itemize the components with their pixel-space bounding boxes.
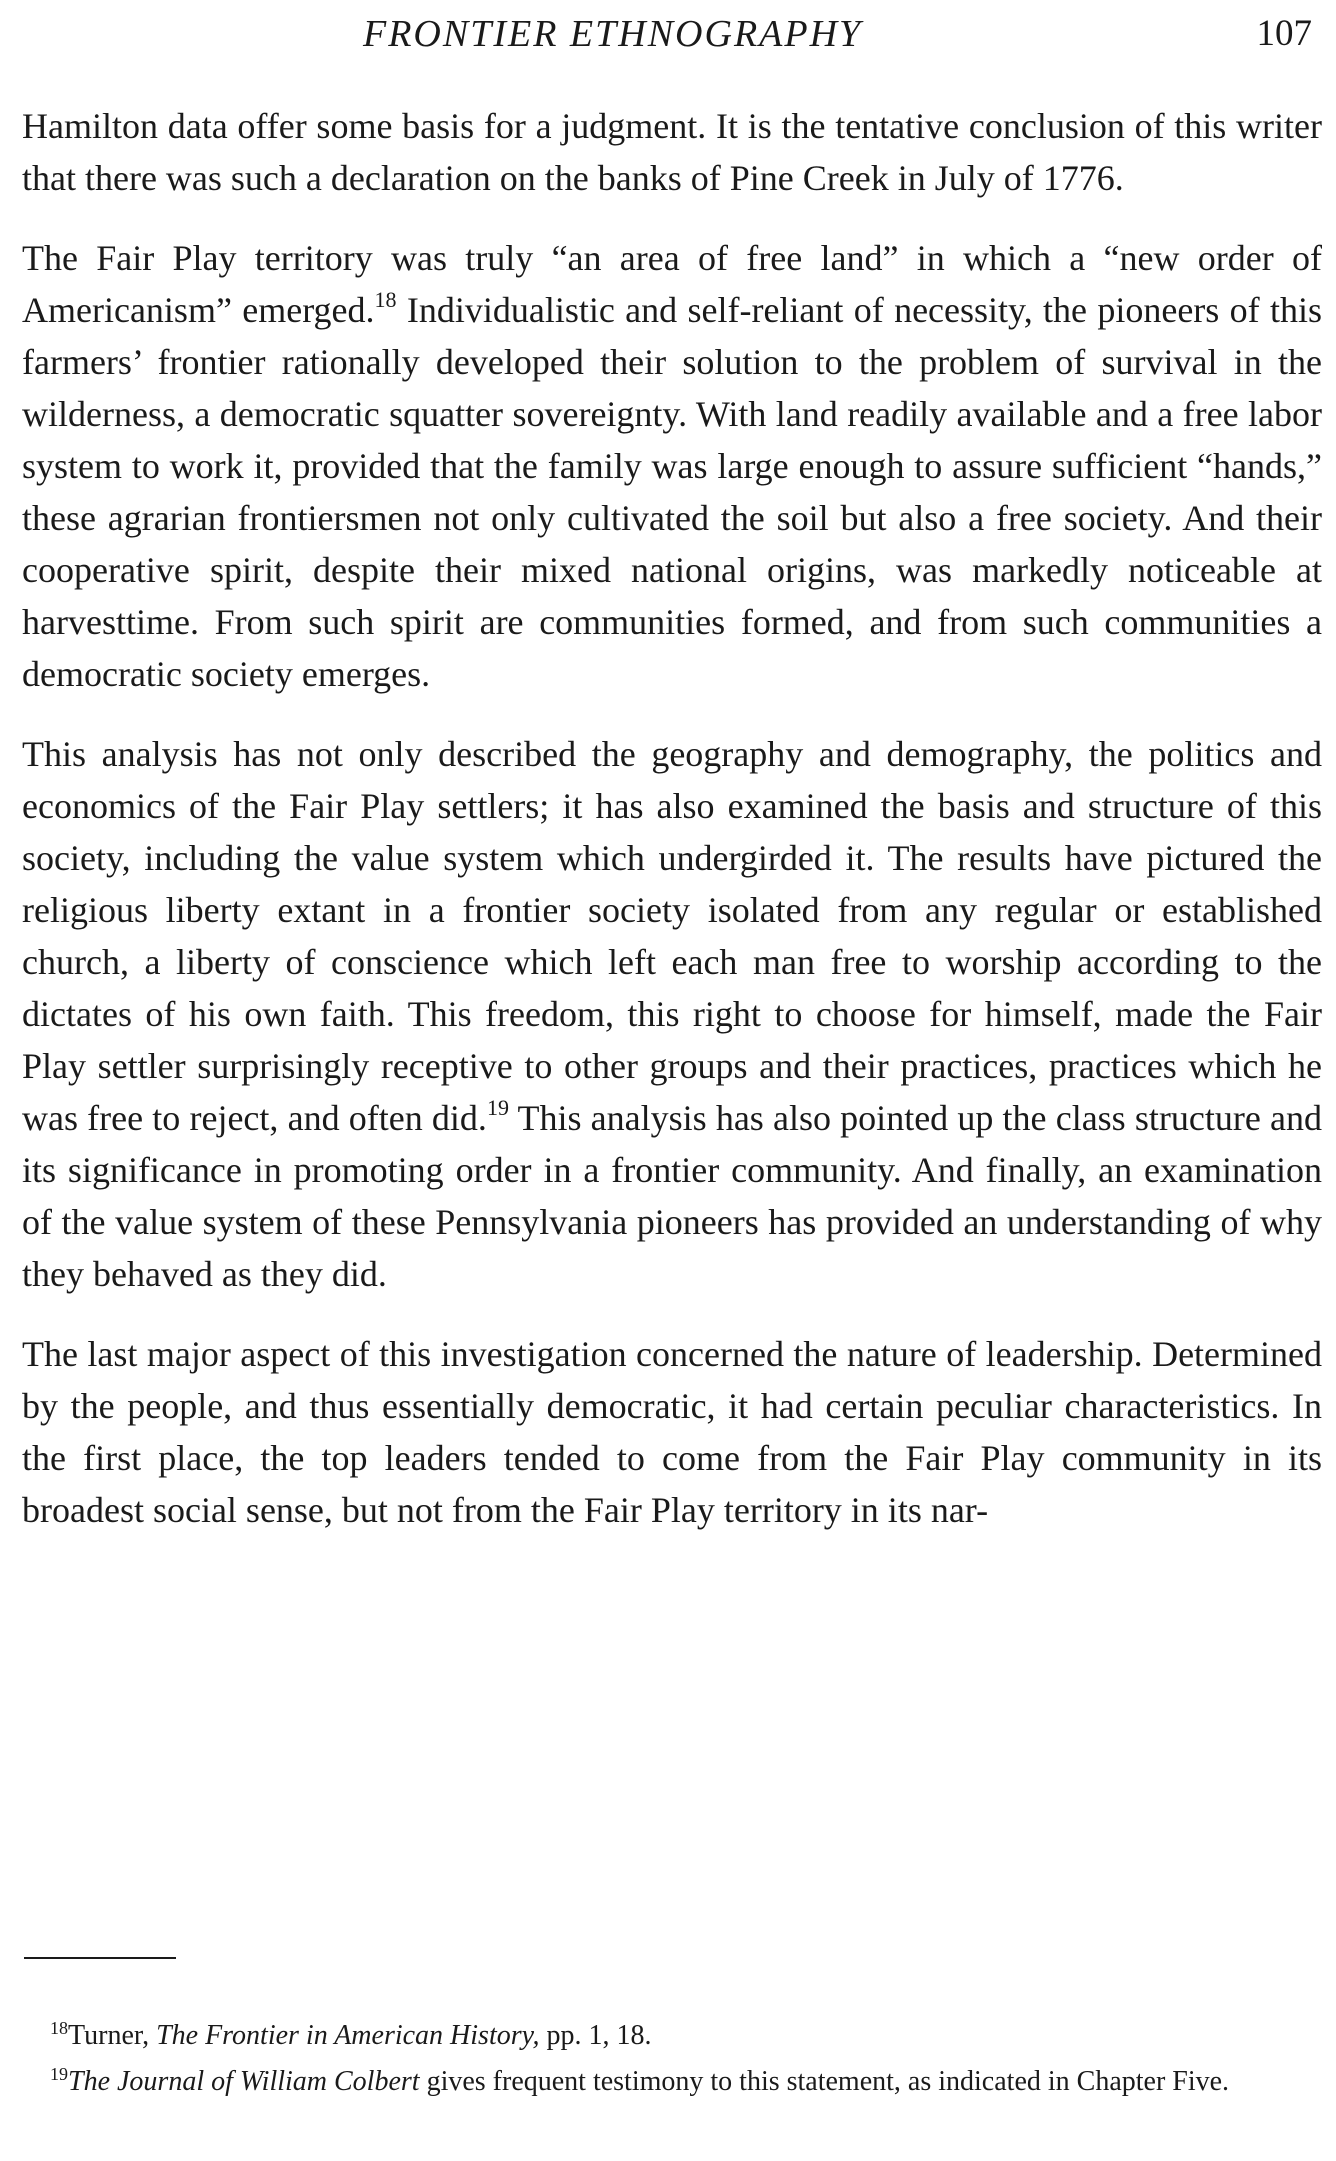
footnote-19-number: 19 <box>50 2064 68 2084</box>
paragraph-3-text-a: This analysis has not only described the geography and demography, the politics and economics of the Fair Play settlers; it has also examined the basis and structure of this society, including the value system which undergirded it. The results have pictured the religious liberty extant in a frontier society isolated from any regular or established church, a liberty of conscience which left each man free to worship according to the dictates of his own faith. This freedom, this right to choose for himself, made the Fair Play settler surprisingly receptive to other groups and their practices, practices which he was free to reject, and often did. <box>22 734 1322 1138</box>
footnote-19 <box>24 2063 1324 2101</box>
footnote-18-lead: Turner, <box>68 2020 157 2051</box>
running-head <box>0 6 1336 66</box>
paragraph-2-text-a: The Fair Play territory was truly “an area of free land” in which a “new order of Americanism” emerged. <box>22 238 1322 330</box>
footnote-18 <box>24 2017 1324 2055</box>
paragraph-1: Hamilton data offer some basis for a judgment. It is the tentative conclusion of this writer that there was such a declaration on the banks of Pine Creek in July of 1776. <box>22 106 1322 198</box>
paragraph-2 <box>22 232 1322 700</box>
paragraph-2-text-b: Individualistic and self-reliant of necessity, the pioneers of this farmers’ frontier rationally developed their solution to the problem of survival in the wilderness, a democratic squatter sovereignty. With land readily available and a free labor system to work it, provided that the family was large enough to assure sufficient “hands,” these agrarian frontiersmen not only cultivated the soil but also a free society. And their cooperative spirit, despite their mixed national origins, was markedly noticeable at harvesttime. From such spirit are communities formed, and from such communities a democratic society emerges. <box>22 290 1322 694</box>
footnote-19-text: gives frequent testimony to this statement, as indicated in Chapter Five. <box>419 2066 1230 2097</box>
paragraph-3-text-b: This analysis has also pointed up the class structure and its significance in promoting order in a frontier community. And finally, an examination of the value system of these Pennsylvania pioneers has provided an understanding of why they behaved as they did. <box>22 1098 1322 1294</box>
paragraph-3 <box>22 728 1322 1300</box>
running-title: FRONTIER ETHNOGRAPHY <box>363 13 863 55</box>
footnote-divider <box>24 1957 176 1959</box>
body-text <box>22 100 1322 1564</box>
footnote-18-title: The Frontier in American History, <box>156 2020 540 2051</box>
footnote-18-number: 18 <box>50 2018 68 2038</box>
footnote-18-pages: pp. 1, 18. <box>539 2020 652 2051</box>
footnote-ref-18: 18 <box>374 287 397 312</box>
footnotes <box>24 2017 1324 2109</box>
page-number: 107 <box>1256 13 1312 54</box>
footnote-19-title: The Journal of William Colbert <box>68 2066 420 2097</box>
footnote-ref-19: 19 <box>486 1095 509 1120</box>
paragraph-4: The last major aspect of this investigation concerned the nature of leadership. Determined by the people, and thus essentially democratic, it had certain peculiar characteristics. In the first place, the top leaders tended to come from the Fair Play community in its broadest social sense, but not from the Fair Play territory in its nar- <box>22 1334 1322 1530</box>
